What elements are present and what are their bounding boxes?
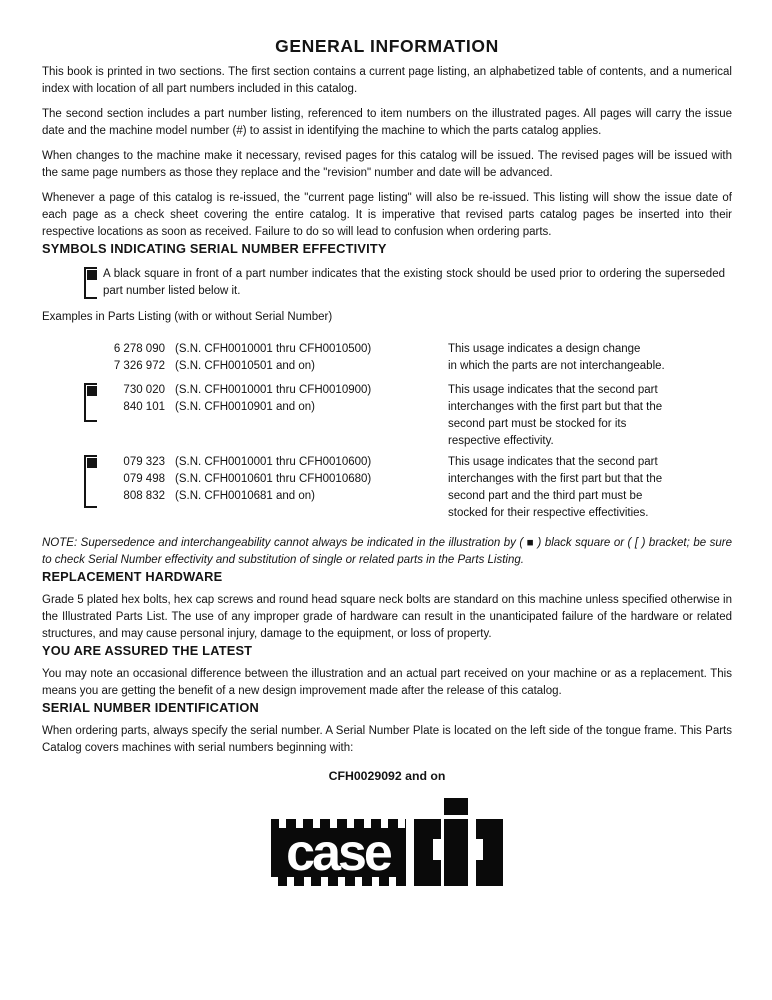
description-line: second part must be stocked for its	[448, 418, 627, 430]
serial-range: (S.N. CFH0010501 and on)	[175, 360, 315, 372]
bracket-icon	[84, 455, 97, 508]
parts-example-1	[42, 341, 732, 375]
bracket-slot-empty	[84, 341, 106, 375]
part-number: 840 101	[123, 401, 165, 413]
case-wordmark: case	[286, 824, 390, 882]
case-ih-logo	[271, 798, 503, 886]
bracket-icon	[84, 383, 97, 422]
black-square-icon	[87, 386, 97, 396]
example-description	[448, 454, 732, 522]
parts-example-2	[42, 382, 732, 450]
part-row	[106, 382, 448, 399]
description-line: respective effectivity.	[448, 435, 554, 447]
part-number: 079 323	[123, 456, 165, 468]
intro-paragraph-1: This book is printed in two sections. The first section contains a current page listing, an alphabetized table of contents, and a numerical index with location of all part numbers included in this catalog.	[42, 66, 732, 95]
example-description	[448, 341, 732, 375]
part-number: 079 498	[123, 473, 165, 485]
section-heading-replacement-hardware: REPLACEMENT HARDWARE	[42, 569, 223, 584]
section-heading-symbols: SYMBOLS INDICATING SERIAL NUMBER EFFECTIVITY	[42, 241, 387, 256]
description-line: stocked for their respective effectivities.	[448, 507, 649, 519]
intro-paragraph-2: The second section includes a part number listing, referenced to item numbers on the illustrated pages. All pages will carry the issue date and the machine model number (#) to assist in identifying the machine to which the parts catalog applies.	[42, 108, 732, 137]
bracket-slot	[84, 382, 106, 450]
intro-paragraph-3: When changes to the machine make it necessary, revised pages for this catalog will be issued. The revised pages will be issued with the same page numbers as those they replace and the "revision" number and date will be advanced.	[42, 150, 732, 179]
page-title: GENERAL INFORMATION	[275, 36, 499, 56]
serial-range: (S.N. CFH0010901 and on)	[175, 401, 315, 413]
black-square-legend	[84, 266, 732, 300]
part-row	[106, 488, 448, 505]
section-heading-assured-latest: YOU ARE ASSURED THE LATEST	[42, 643, 253, 658]
part-list	[106, 341, 448, 375]
serial-range: (S.N. CFH0010001 thru CFH0010900)	[175, 384, 372, 396]
description-line: second part and the third part must be	[448, 490, 643, 502]
replacement-hardware-paragraph: Grade 5 plated hex bolts, hex cap screws and round head square neck bolts are standard on this machine unless specified otherwise in the Illustrated Parts List. The use of any improper grade of hardware can result in the unanticipated failure of the hardware or related structures, and may cause personal injury, damage to the equipment, or loss of property.	[42, 594, 732, 640]
serial-range-value: CFH0029092 and on	[328, 769, 446, 783]
example-description	[448, 382, 732, 450]
description-line: This usage indicates a design change	[448, 343, 641, 355]
assured-latest-paragraph: You may note an occasional difference between the illustration and an actual part received on your machine or as a replacement. This means you are getting the benefit of a new design improvement made after the release of this catalog.	[42, 668, 732, 697]
case-ih-logo-graphic	[271, 798, 503, 886]
section-heading-serial-identification: SERIAL NUMBER IDENTIFICATION	[42, 700, 259, 715]
part-row	[106, 358, 448, 375]
serial-identification-paragraph: When ordering parts, always specify the serial number. A Serial Number Plate is located on the left side of the tongue frame. This Parts Catalog covers machines with serial numbers beginning with:	[42, 725, 732, 754]
parts-example-3-left	[42, 454, 448, 522]
black-square-icon	[87, 270, 97, 280]
serial-range: (S.N. CFH0010001 thru CFH0010500)	[175, 343, 372, 355]
intro-paragraph-4: Whenever a page of this catalog is re-issued, the "current page listing" will also be re-issued. This listing will show the issue date of each page as a check sheet covering the entire catalog. It is imperative that revised parts catalog pages be inserted into their respective locations as soon as received. Failure to do so will lead to confusion when ordering parts.	[42, 192, 732, 238]
part-number: 7 326 972	[113, 360, 165, 372]
bracket-slot	[84, 454, 106, 522]
description-line: interchanges with the first part but that the	[448, 401, 663, 413]
black-square-icon	[87, 458, 97, 468]
examples-intro: Examples in Parts Listing (with or without Serial Number)	[42, 311, 333, 323]
description-line: This usage indicates that the second part	[448, 384, 658, 396]
serial-range: (S.N. CFH0010681 and on)	[175, 490, 315, 502]
part-number: 730 020	[123, 384, 165, 396]
description-line: This usage indicates that the second part	[448, 456, 658, 468]
parts-example-2-left	[42, 382, 448, 450]
part-row	[106, 454, 448, 471]
black-square-legend-text: A black square in front of a part number indicates that the existing stock should be used prior to ordering the superseded part number listed below it.	[103, 268, 725, 297]
parts-example-3	[42, 454, 732, 522]
description-line: interchanges with the first part but that the	[448, 473, 663, 485]
part-list	[106, 454, 448, 522]
description-line: in which the parts are not interchangeable.	[448, 360, 665, 372]
parts-example-1-left	[42, 341, 448, 375]
bracket-icon	[84, 267, 97, 299]
supersedence-note: NOTE: Supersedence and interchangeability cannot always be indicated in the illustration by ( ■ ) black square or ( [ ) bracket; be sure to check Serial Number effectivity and substitution of single or related parts in the Parts Listing.	[42, 537, 732, 566]
part-number: 808 832	[123, 490, 165, 502]
part-row	[106, 471, 448, 488]
part-list	[106, 382, 448, 450]
serial-range: (S.N. CFH0010001 thru CFH0010600)	[175, 456, 372, 468]
part-row	[106, 341, 448, 358]
serial-range: (S.N. CFH0010601 thru CFH0010680)	[175, 473, 372, 485]
part-row	[106, 399, 448, 416]
part-number: 6 278 090	[113, 343, 165, 355]
